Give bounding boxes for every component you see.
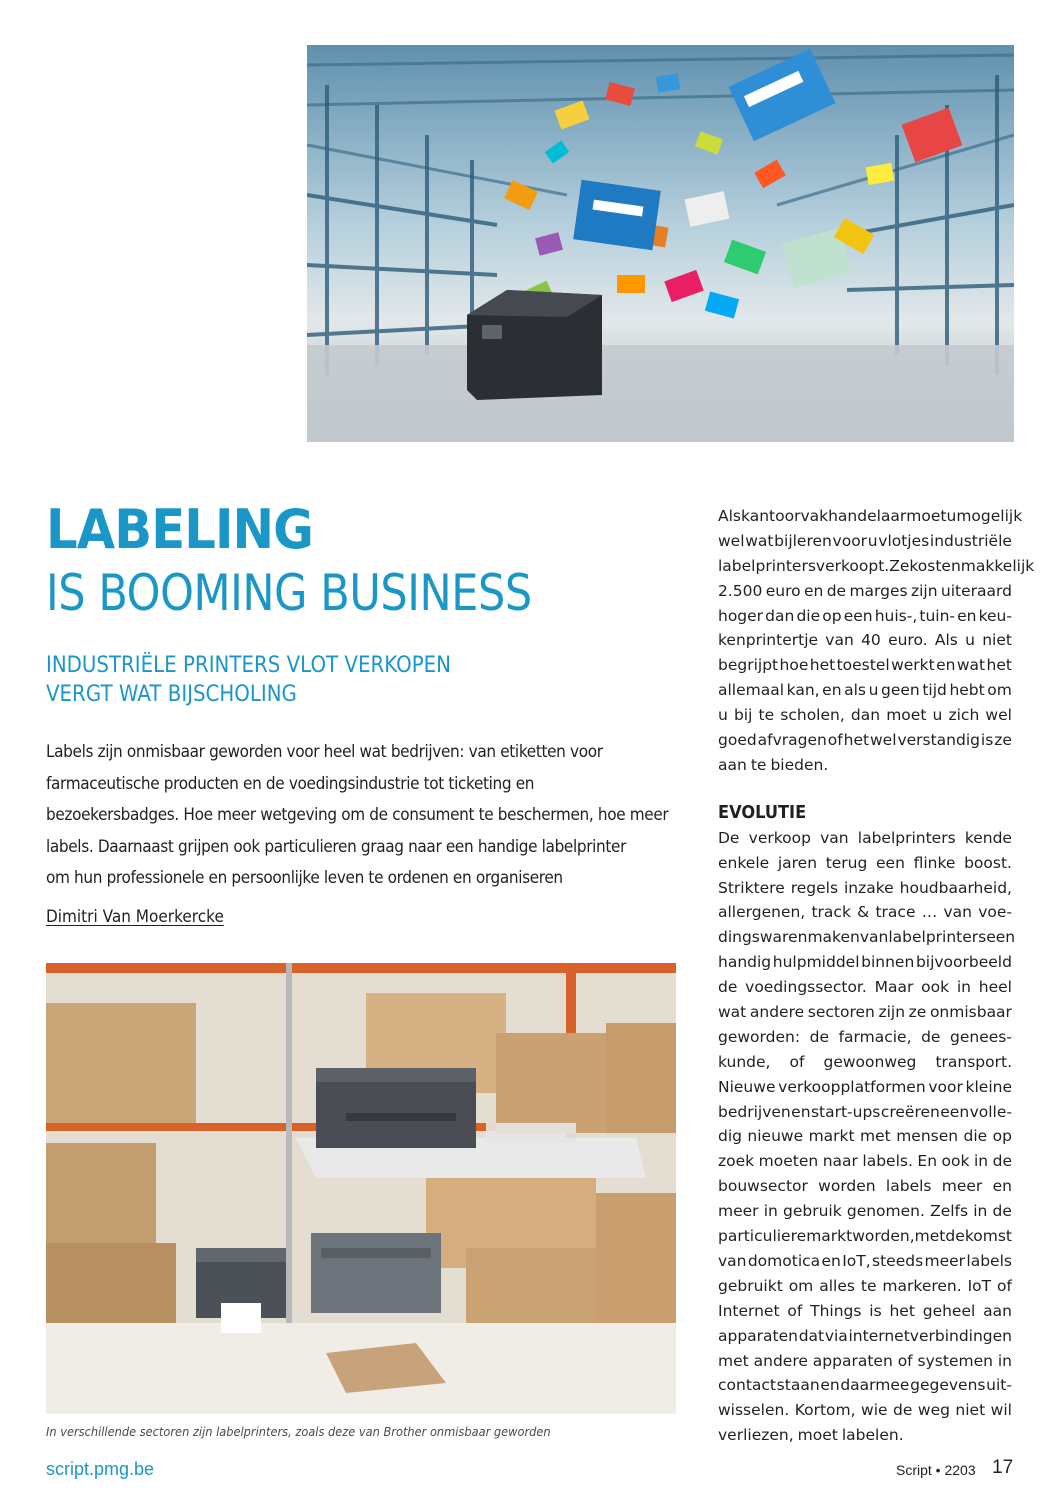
body-line: particuliere markt worden, met de komst [718, 1227, 1012, 1246]
body-line: apparaten dat via internetverbindingen [718, 1326, 1012, 1345]
body-line: contact staan en daarmee gegevens uit- [718, 1376, 1012, 1395]
page-number: 17 [992, 1457, 1014, 1478]
body-line: zoek moeten naar labels. En ook in de [718, 1152, 1012, 1171]
body-line: Striktere regels inzake houdbaarheid, [718, 878, 1012, 897]
body-line: dig nieuwe markt met mensen die op [718, 1127, 1012, 1146]
body-line: De verkoop van labelprinters kende [718, 828, 1012, 847]
body-line: verliezen, moet labelen. [718, 1426, 904, 1445]
footer-issue: Script • 2203 [896, 1462, 976, 1478]
intro-line: om hun professionele en persoonlijke leven te ordenen en organiseren [46, 868, 563, 888]
body-line: bouwsector worden labels meer en [718, 1177, 1012, 1196]
body-line: u bij te scholen, dan moet u zich wel [718, 706, 1012, 725]
body-line: kenprintertje van 40 euro. Als u niet [718, 631, 1012, 650]
body-line: hoger dan die op een huis-, tuin- en keu- [718, 606, 1012, 625]
hero-photo [307, 45, 1014, 442]
subtitle-line-2: VERGT WAT BIJSCHOLING [46, 682, 297, 707]
body-line: Internet of Things is het geheel aan [718, 1301, 1012, 1320]
body-paragraph-2 [718, 826, 1016, 1448]
body-line: Nieuwe verkoopplatformen voor kleine [718, 1077, 1012, 1096]
body-line: allergenen, track & trace … van voe- [718, 903, 1012, 922]
body-line: goed afvragen of het wel verstandig is ze [718, 731, 1012, 750]
intro-paragraph [46, 737, 669, 895]
headline-sub: IS BOOMING BUSINESS [46, 564, 532, 622]
footer-website-link[interactable]: script.pmg.be [46, 1459, 155, 1479]
body-line: allemaal kan, en als u geen tijd hebt om [718, 681, 1012, 700]
intro-line: farmaceutische producten en de voedingsindustrie tot ticketing en [46, 773, 535, 794]
body-line: 2.500 euro en de marges zijn uiteraard [718, 581, 1012, 600]
author-byline[interactable]: Dimitri Van Moerkercke [46, 907, 224, 927]
intro-line: bezoekersbadges. Hoe meer wetgeving om de consument te beschermen, hoe meer [46, 805, 669, 825]
body-line: wisselen. Kortom, wie de weg niet wil [718, 1401, 1012, 1420]
body-line: begrijpt hoe het toestel werkt en wat het [718, 656, 1012, 675]
body-line: wat andere sectoren zijn ze onmisbaar [718, 1003, 1012, 1022]
body-line: enkele jaren terug een flinke boost. [718, 853, 1012, 872]
body-line: de voedingssector. Maar ook in heel [718, 978, 1012, 997]
body-line: labelprinters verkoopt. Ze kosten makkelijk [718, 556, 1035, 575]
body-line: wel wat bijleren voor u vlotjes industriële [718, 531, 1012, 550]
body-line: Als kantoorvakhandelaar moet u mogelijk [718, 507, 1023, 525]
section-heading: EVOLUTIE [718, 801, 807, 823]
body-line: bedrijven en start-ups creëren een volle- [718, 1102, 1012, 1121]
body-line: geworden: de farmacie, de genees- [718, 1027, 1012, 1046]
body-line: gebruikt om alles te markeren. IoT of [718, 1276, 1012, 1295]
body-paragraph-1 [718, 504, 1035, 778]
body-line: dingswaren maken van labelprinters een [718, 928, 1016, 947]
body-line: kunde, of gewoonweg transport. [718, 1052, 1012, 1071]
intro-line: Labels zijn onmisbaar geworden voor heel wat bedrijven: van etiketten voor [46, 742, 603, 762]
body-line: met andere apparaten of systemen in [718, 1351, 1012, 1370]
article-subtitle [46, 651, 451, 709]
body-line: van domotica en IoT, steeds meer labels [718, 1251, 1012, 1270]
body-line: aan te bieden. [718, 755, 829, 774]
subtitle-line-1: INDUSTRIËLE PRINTERS VLOT VERKOPEN [46, 653, 451, 678]
hero-photo-illustration [307, 45, 1014, 442]
intro-line: labels. Daarnaast grijpen ook particulieren graag naar een handige labelprinter [46, 836, 627, 857]
body-line: handig hulpmiddel binnen bijvoorbeeld [718, 953, 1012, 972]
photo-caption: In verschillende sectoren zijn labelprinters, zoals deze van Brother onmisbaar geworden [46, 1425, 551, 1439]
headline-main: LABELING [46, 498, 314, 561]
body-column [718, 504, 1035, 1448]
warehouse-photo [46, 963, 676, 1414]
body-line: meer in gebruik genomen. Zelfs in de [718, 1202, 1012, 1221]
warehouse-photo-illustration [46, 963, 676, 1414]
